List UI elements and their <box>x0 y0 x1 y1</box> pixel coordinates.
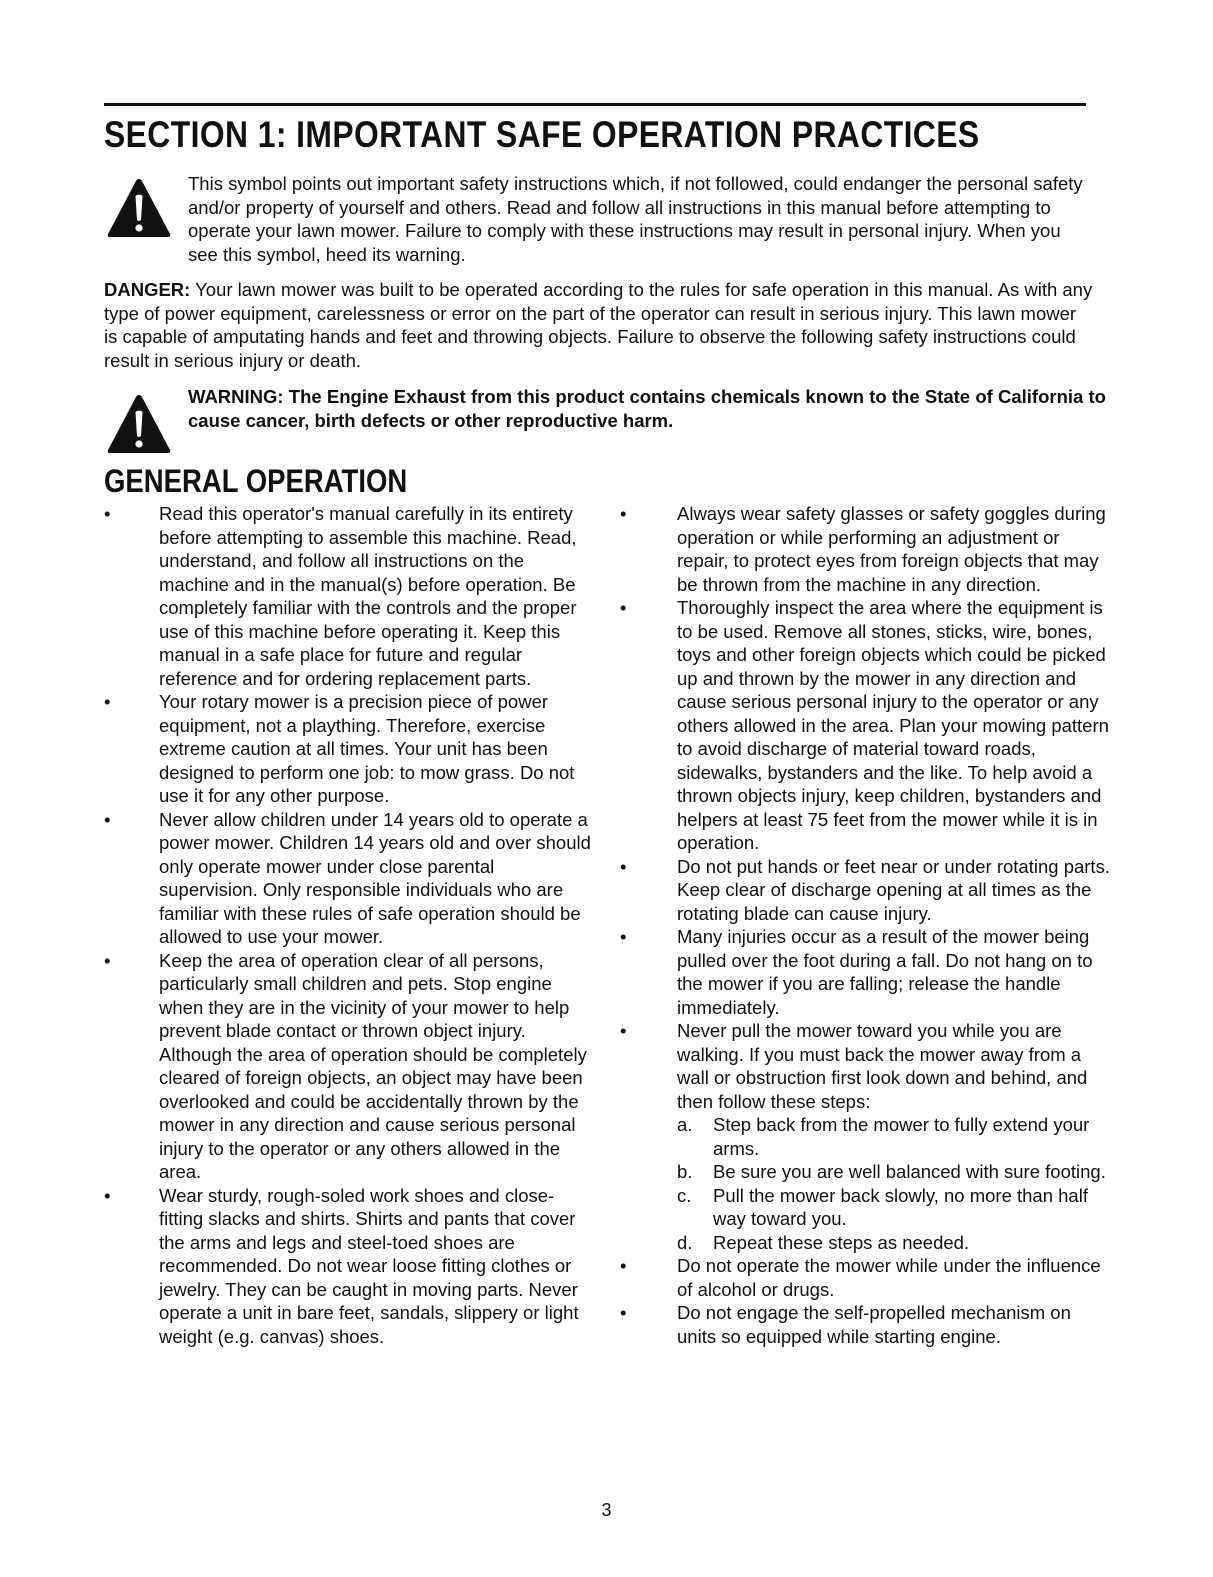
list-item-text: Read this operator's manual carefully in its entirety before attempting to assemble this machine. Read, understand, and follow all instructions on the machine and in the manual(s) before operation. Be completely familiar with the controls and the proper use of this machine before operating it. Keep this manual in a safe place for future and regular reference and for ordering replacement parts. <box>159 503 577 689</box>
list-item <box>620 502 1110 596</box>
list-item <box>620 596 1110 855</box>
list-item <box>620 855 1110 926</box>
list-item-text: Never pull the mower toward you while you are walking. If you must back the mower away from a wall or obstruction first look down and behind, and then follow these steps: <box>677 1020 1088 1112</box>
bullet: • <box>104 503 111 524</box>
list-item-text: Always wear safety glasses or safety goggles during operation or while performing an adjustment or repair, to protect eyes from foreign objects that may be thrown from the machine in any direction. <box>677 503 1106 595</box>
list-item <box>104 502 594 690</box>
list-item <box>104 1184 594 1349</box>
list-item-text: Do not operate the mower while under the influence of alcohol or drugs. <box>677 1255 1101 1300</box>
bullet: • <box>620 503 627 524</box>
step-letter: c. <box>677 1184 692 1206</box>
bullet: • <box>104 808 111 830</box>
list-item-text: Do not engage the self-propelled mechanism on units so equipped while starting engine. <box>677 1302 1071 1347</box>
list-item <box>620 1254 1110 1301</box>
list-item-text: Your rotary mower is a precision piece of power equipment, not a plaything. Therefore, exercise extreme caution at all times. Your unit has been designed to perform one job: to mow grass. Do not use it for any other purpose. <box>159 691 575 806</box>
list-item <box>620 1019 1110 1254</box>
list-item-text: Many injuries occur as a result of the mower being pulled over the foot during a fall. Do not hang on to the mower if you are falling; release the handle immediately. <box>677 926 1093 1018</box>
intro-text: This symbol points out important safety instructions which, if not followed, could endanger the personal safety and/or property of yourself and others. Read and follow all instructions in this manual before attempting to operate your lawn mower. Failure to comply with these instructions may result in personal injury. When you see this symbol, heed its warning. <box>188 173 1083 265</box>
warning-triangle-icon <box>106 176 172 240</box>
list-item <box>104 808 594 949</box>
list-item-text: Never allow children under 14 years old to operate a power mower. Children 14 years old and over should only operate mower under close parental supervision. Only responsible individuals who are familiar with these rules of safe operation should be allowed to use your mower. <box>159 808 591 947</box>
danger-label: DANGER: <box>104 279 191 300</box>
bullet: • <box>620 1020 627 1041</box>
step-item <box>677 1160 1110 1184</box>
list-item <box>620 1301 1110 1348</box>
list-item <box>104 949 594 1184</box>
step-item <box>677 1231 1110 1255</box>
section-title: SECTION 1: IMPORTANT SAFE OPERATION PRACTICES <box>104 114 980 155</box>
step-text: Be sure you are well balanced with sure footing. <box>713 1161 1106 1182</box>
warning-triangle-icon <box>106 392 172 456</box>
list-item-text: Do not put hands or feet near or under rotating parts. Keep clear of discharge opening at all times as the rotating blade can cause injury. <box>677 855 1110 924</box>
danger-paragraph <box>104 278 1094 372</box>
bullet: • <box>104 949 111 971</box>
step-text: Pull the mower back slowly, no more than half way toward you. <box>713 1184 1088 1229</box>
bullet: • <box>620 597 627 618</box>
list-item-text: Wear sturdy, rough-soled work shoes and close-fitting slacks and shirts. Shirts and pants that cover the arms and legs and steel-toed shoes are recommended. Do not wear loose fitting clothes or jewelry. They can be caught in moving parts. Never operate a unit in bare feet, sandals, slippery or light weight (e.g. canvas) shoes. <box>159 1184 579 1347</box>
bullet: • <box>620 926 627 947</box>
step-letter: d. <box>677 1231 693 1253</box>
right-column <box>620 502 1110 1348</box>
bullet: • <box>620 855 627 877</box>
step-letter: b. <box>677 1161 693 1182</box>
list-item-text: Thoroughly inspect the area where the equipment is to be used. Remove all stones, sticks, wire, bones, toys and other foreign objects which could be picked up and thrown by the mower in any direction and cause serious personal injury to the operator or any others allowed in the area. Plan your mowing pattern to avoid discharge of material toward roads, sidewalks, bystanders and the like. To help avoid a thrown objects injury, keep children, bystanders and helpers at least 75 feet from the mower while it is in operation. <box>677 597 1109 853</box>
page-number: 3 <box>601 1500 612 1520</box>
step-item <box>677 1113 1110 1160</box>
left-column <box>104 502 594 1348</box>
general-operation-title: GENERAL OPERATION <box>104 463 408 499</box>
list-item <box>104 690 594 808</box>
list-item-text: Keep the area of operation clear of all persons, particularly small children and pets. Stop engine when they are in the vicinity of your mower to help prevent blade contact or thrown object injury. Although the area of operation should be completely cleared of foreign objects, an object may have been overlooked and could be accidentally thrown by the mower in any direction and cause serious personal injury to the operator or any others allowed in the area. <box>159 949 587 1182</box>
step-letter: a. <box>677 1114 693 1135</box>
bullet: • <box>620 1302 627 1323</box>
danger-text: Your lawn mower was built to be operated according to the rules for safe operation in this manual. As with any type of power equipment, carelessness or error on the part of the operator can result in serious injury. This lawn mower is capable of amputating hands and feet and throwing objects. Failure to observe the following safety instructions could result in serious injury or death. <box>104 279 1093 371</box>
list-item <box>620 925 1110 1019</box>
top-rule <box>104 103 1086 106</box>
bullet: • <box>620 1255 627 1276</box>
bullet: • <box>104 691 111 712</box>
step-text: Step back from the mower to fully extend your arms. <box>713 1114 1090 1159</box>
step-text: Repeat these steps as needed. <box>713 1231 970 1253</box>
warning-text: WARNING: The Engine Exhaust from this product contains chemicals known to the State of California to cause cancer, birth defects or other reproductive harm. <box>188 386 1106 431</box>
step-item <box>677 1184 1110 1231</box>
bullet: • <box>104 1184 111 1206</box>
